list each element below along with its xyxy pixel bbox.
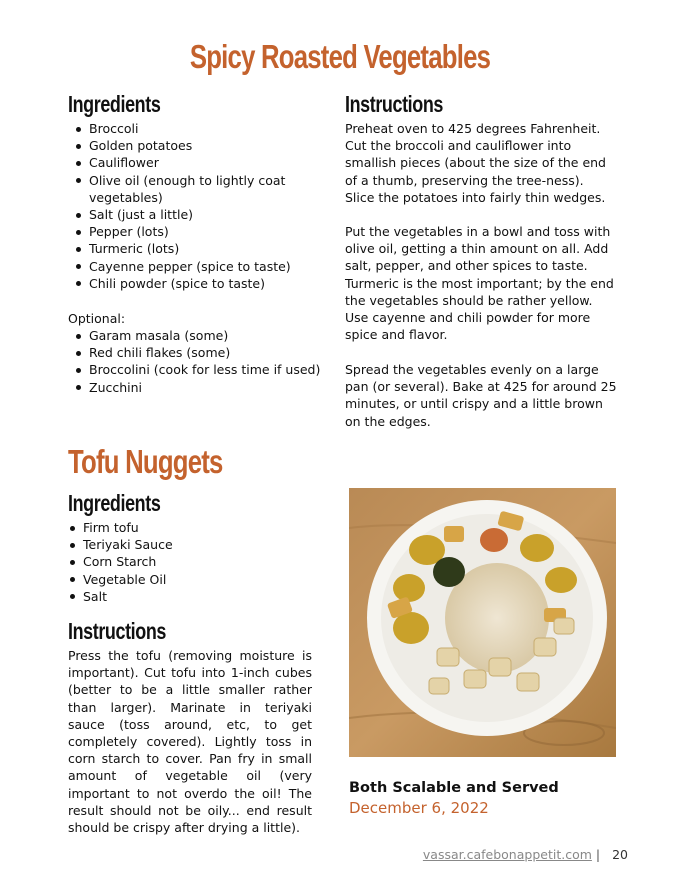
- list-item: Turmeric (lots): [68, 240, 328, 257]
- list-item: Cauliflower: [68, 154, 328, 171]
- list-item: Cayenne pepper (spice to taste): [68, 258, 328, 275]
- list-item: Vegetable Oil: [62, 571, 322, 588]
- list-item: Broccoli: [68, 120, 328, 137]
- list-item: Firm tofu: [62, 519, 322, 536]
- veg-instructions-heading: Instructions: [345, 91, 443, 117]
- food-photo: [349, 488, 616, 757]
- veg-instructions-paragraph: Spread the vegetables evenly on a large pan (or several). Bake at 425 for around 25 minutes, or until crispy and a little brown on the edges.: [345, 362, 617, 429]
- tofu-title: Tofu Nuggets: [68, 443, 223, 480]
- list-item: Salt (just a little): [68, 206, 328, 223]
- list-item: Pepper (lots): [68, 223, 328, 240]
- list-item: Zucchini: [68, 379, 338, 396]
- list-item: Teriyaki Sauce: [62, 536, 322, 553]
- tofu-instructions-heading: Instructions: [68, 618, 166, 644]
- tofu-ingredients-list: [62, 519, 322, 605]
- tofu-instructions-paragraph: Press the tofu (removing moisture is important). Cut tofu into 1-inch cubes (better to be a little smaller rather than larger). Marinate in teriyaki sauce (toss around, etc, to get completely covered). Lightly toss in corn starch to cover. Pan fry in small amount of vegetable oil (very important to not overdo the oil! The result should not be oily... end result should be crispy after drying a little).: [68, 648, 312, 836]
- food-plate-illustration: [349, 488, 616, 757]
- list-item: Garam masala (some): [68, 327, 338, 344]
- list-item: Golden potatoes: [68, 137, 328, 154]
- optional-label: Optional:: [68, 311, 126, 326]
- veg-instructions-paragraph: Put the vegetables in a bowl and toss with olive oil, getting a thin amount on all. Add salt, pepper, and other spices to taste. Turmeric is the most important; by the end the vegetables should be rather yellow. Use cayenne and chili powder for more spice and flavor.: [345, 224, 614, 343]
- page-title: Spicy Roasted Vegetables: [189, 38, 491, 75]
- veg-ingredients-heading: Ingredients: [68, 91, 161, 117]
- caption-title: Both Scalable and Served: [349, 780, 559, 796]
- list-item-text: Olive oil (enough to lightly coat: [89, 172, 286, 188]
- footer: [423, 847, 628, 862]
- list-item: Salt: [62, 588, 322, 605]
- list-item: Red chili flakes (some): [68, 344, 338, 361]
- list-item: Chili powder (spice to taste): [68, 275, 328, 292]
- veg-ingredients-list: [68, 120, 328, 292]
- footer-separator: |: [595, 847, 601, 862]
- list-item: Broccolini (cook for less time if used): [68, 361, 338, 378]
- list-item-text: vegetables): [89, 189, 163, 205]
- tofu-ingredients-heading: Ingredients: [68, 490, 161, 516]
- page-number: 20: [612, 847, 628, 862]
- list-item: Corn Starch: [62, 553, 322, 570]
- list-item: [68, 172, 328, 206]
- veg-instructions-paragraph: Preheat oven to 425 degrees Fahrenheit. Cut the broccoli and cauliflower into smallish pieces (about the size of the end of a thumb, preserving the tree-ness). Slice the potatoes into fairly thin wedges.: [345, 121, 606, 205]
- veg-optional-list: [68, 327, 338, 396]
- caption-date: December 6, 2022: [349, 799, 489, 817]
- footer-link[interactable]: vassar.cafebonappetit.com: [422, 847, 592, 862]
